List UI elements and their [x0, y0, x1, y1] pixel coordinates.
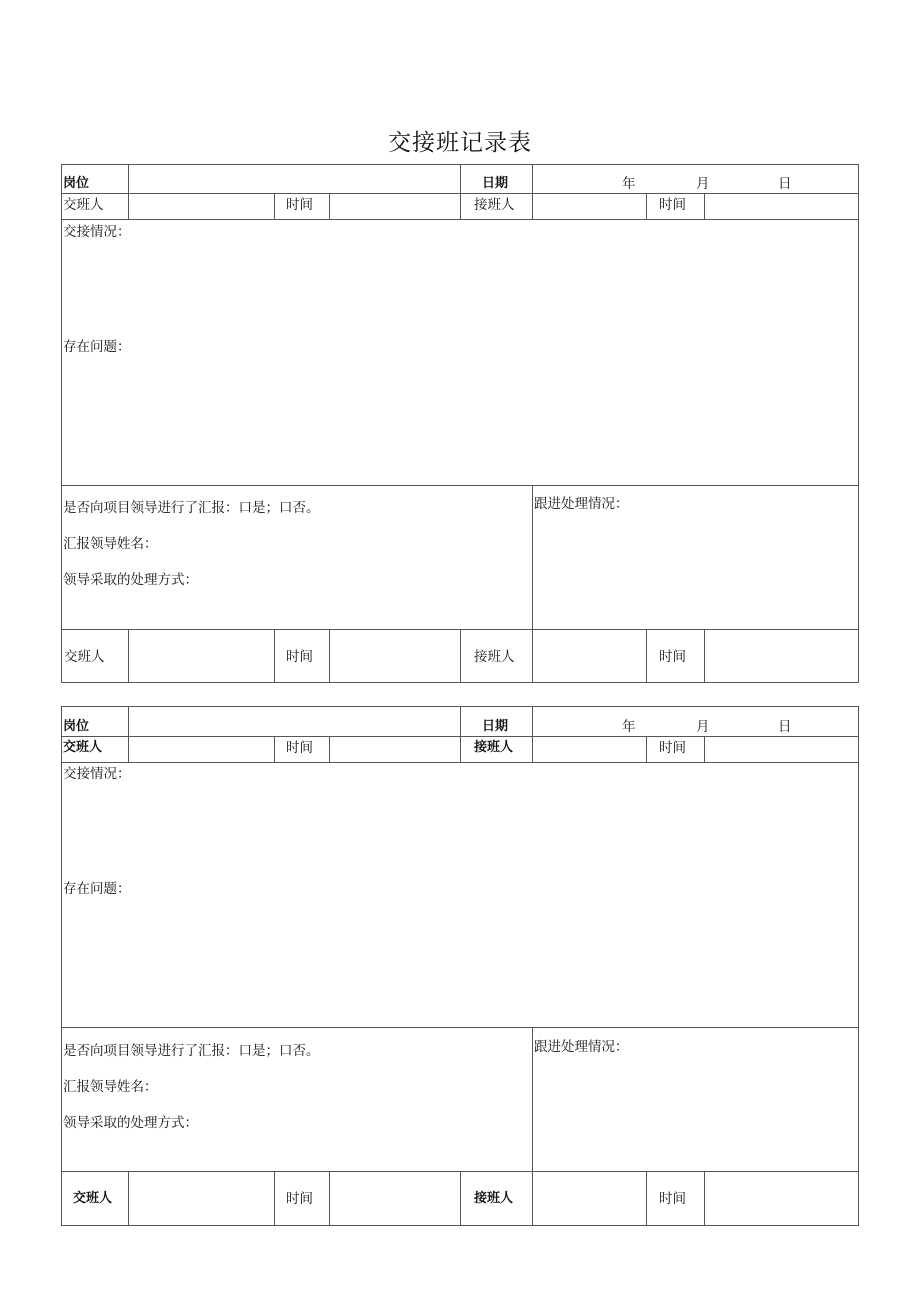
date-month: 月 — [696, 176, 710, 192]
issues-label: 存在问题： — [63, 881, 131, 897]
date-label: 日期 — [482, 176, 509, 191]
post-field[interactable] — [130, 708, 458, 735]
date-year: 年 — [622, 176, 636, 192]
receiver-person-label: 接班人 — [474, 740, 514, 755]
record-form-1 — [61, 164, 859, 683]
handover-person-label: 交班人 — [63, 740, 103, 755]
date-month: 月 — [696, 719, 710, 735]
handover-time-label: 时间 — [286, 197, 313, 213]
sign-receiver-label: 接班人 — [474, 1191, 514, 1206]
issues-label: 存在问题： — [63, 339, 131, 355]
leader-name-label: 汇报领导姓名： — [63, 1079, 158, 1095]
handover-status-label: 交接情况： — [63, 224, 131, 240]
handover-time-label: 时间 — [286, 740, 313, 756]
sign-time-label: 时间 — [659, 649, 686, 665]
receiver-time-label: 时间 — [659, 740, 686, 756]
post-label: 岗位 — [63, 719, 90, 734]
leader-action-label: 领导采取的处理方式： — [63, 572, 198, 588]
sign-handover-label: 交班人 — [64, 649, 105, 665]
followup-label: 跟进处理情况： — [534, 1039, 629, 1055]
sign-handover-label: 交班人 — [73, 1191, 113, 1206]
sign-time-label: 时间 — [286, 649, 313, 665]
leader-name-label: 汇报领导姓名： — [63, 536, 158, 552]
followup-label: 跟进处理情况： — [534, 496, 629, 512]
leader-action-label: 领导采取的处理方式： — [63, 1115, 198, 1131]
record-form-2 — [61, 706, 859, 1226]
page-title: 交接班记录表 — [388, 130, 532, 156]
date-day: 日 — [778, 719, 792, 735]
post-label: 岗位 — [63, 176, 90, 191]
date-year: 年 — [622, 719, 636, 735]
sign-receiver-label: 接班人 — [474, 649, 515, 665]
sign-time-label: 时间 — [286, 1191, 313, 1207]
date-label: 日期 — [482, 719, 509, 734]
receiver-person-label: 接班人 — [474, 197, 515, 213]
date-day: 日 — [778, 176, 792, 192]
handover-person-label: 交班人 — [63, 197, 104, 213]
report-question: 是否向项目领导进行了汇报：口是；口否。 — [63, 500, 320, 516]
sign-time-label: 时间 — [659, 1191, 686, 1207]
receiver-time-label: 时间 — [659, 197, 686, 213]
post-field[interactable] — [130, 166, 458, 192]
handover-status-label: 交接情况： — [63, 766, 131, 782]
report-question: 是否向项目领导进行了汇报：口是；口否。 — [63, 1043, 320, 1059]
